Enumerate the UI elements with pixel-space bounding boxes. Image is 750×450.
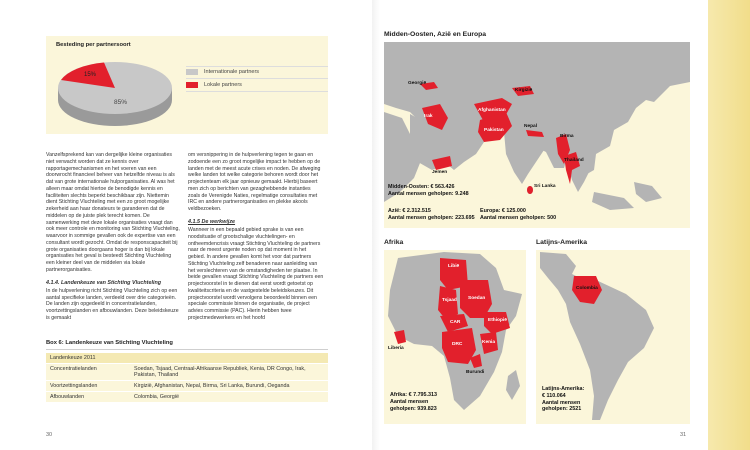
legend-swatch-red: [186, 82, 198, 88]
stat-people: Aantal mensen geholpen: 9.248: [388, 190, 469, 197]
map-label-yemen: Jemen: [432, 170, 448, 175]
map-label-iraq: Irak: [424, 114, 433, 119]
country-choice-box: [46, 340, 328, 403]
spending-chart-panel: [46, 36, 328, 134]
map-label-colombia: Colombia: [576, 286, 598, 291]
table-header: Landenkeuze 2011: [46, 353, 328, 364]
paragraph: Wanneer in een bepaald gebied sprake is van een noodsituatie of grootschalige vluchtelingen- en ontheemdencrisis vraagt Stichting Vluchteling de partners naar de meest urgente noden op dat moment in het gebied. In andere gevallen komt het voor dat partners Stichting Vluchteling zelf benaderen naar aanleiding van het verslechteren van de omstandigheden ter plaatse. In beide gevallen vraagt Stichting Vluchteling de partners een projectvoorstel in te dienen dat eerst wordt getoetst op kwaliteitscriteria en de vastgestelde beleidskeuzes. Dit projectvoorstel wordt vervolgens beoordeeld binnen een speciale commissie binnen de organisatie, de project advies commissie (PAC). Hierin hebben twee projectmedewerkers en het hoofd: [188, 227, 324, 321]
stat-amount: Azië: € 2.312.515: [388, 208, 431, 214]
map-label-burundi: Burundi: [466, 370, 485, 375]
map-label-sudan: Soedan: [468, 296, 486, 301]
table-row: [46, 381, 328, 392]
stat-amount: Afrika: € 7.795.313: [390, 392, 438, 398]
map-label-thailand: Thailand: [564, 158, 584, 163]
stat-people: Aantal mensen geholpen: 500: [480, 214, 557, 221]
page-number-left: 30: [46, 432, 53, 438]
stat-amount: Europa: € 125.000: [480, 208, 526, 214]
map-label-chad: Tsjaad: [442, 298, 457, 303]
stat-amount: Midden-Oosten: € 563.426: [388, 184, 455, 190]
legend-label: Internationale partners: [204, 69, 260, 75]
map-label-ethiopia: Ethiopië: [488, 318, 507, 323]
text-column-2: [188, 152, 324, 322]
map-middle-east-asia-europe: [384, 42, 690, 228]
map-title-middle-east: Midden-Oosten, Azië en Europa: [384, 31, 487, 38]
legend-divider: [186, 91, 328, 92]
pie-chart: [54, 54, 178, 132]
legend-swatch-grey: [186, 69, 198, 75]
text-column-1: [46, 152, 180, 322]
map-label-nepal: Nepal: [524, 124, 538, 129]
stat-europe: [480, 208, 556, 222]
map-title-africa: Afrika: [384, 239, 404, 246]
paragraph: In de hulpverlening richt Stichting Vluchteling zich op een aantal specifieke landen, verdeeld over drie categorieën. De landen zijn opgedeeld in concentratielanden, voortzettingslanden en afbouwlanden. Deze beleidskeuze is gemaakt: [46, 287, 179, 321]
country-sri-lanka: [527, 186, 533, 194]
table-cell-value: Soedan, Tsjaad, Centraal-Afrikaanse Republiek, Kenia, DR Congo, Irak, Pakistan, Thailand: [130, 364, 328, 381]
stat-region: Latijns-Amerika:: [542, 386, 585, 392]
stat-latin-america: [542, 386, 584, 413]
section-heading-415: 4.1.5 De werkwijze: [188, 219, 236, 226]
legend-label: Lokale partners: [204, 82, 242, 88]
map-label-sri-lanka: Sri Lanka: [534, 184, 556, 189]
landmass: [592, 192, 634, 210]
table-row: [46, 364, 328, 381]
table-cell-label: Afbouwlanden: [46, 392, 130, 403]
table-cell-label: Voortzettingslanden: [46, 381, 130, 392]
map-label-burma: Birma: [560, 134, 574, 139]
map-graphic: [384, 42, 690, 228]
paragraph: om versnippering in de hulpverlening tegen te gaan en zodoende een zo groot mogelijke impact te hebben op de landen met de meest acute crises en noden. De afweging welke landen tot welke categorie behoren wordt door het projectenteam elk jaar opnieuw gemaakt. Hierbij baseert men zich op berichten van gezaghebbende instanties zoals de Verenigde Naties, regelmatige consultaties met IRC en andere partnerorganisaties en plekke akools veldbezoeken.: [188, 152, 321, 212]
map-latin-america: [536, 250, 690, 424]
pie-label-15: 15%: [84, 72, 97, 78]
map-label-libya: Libië: [448, 264, 460, 269]
table-cell-label: Concentratielanden: [46, 364, 130, 381]
table-cell-value: Colombia, Georgië: [130, 392, 328, 403]
map-label-liberia: Liberia: [388, 346, 404, 351]
stat-middle-east: [388, 184, 469, 198]
stat-people-label: Aantal mensen: [542, 399, 581, 406]
table-header-row: [46, 353, 328, 364]
map-label-georgia: Georgië: [408, 81, 427, 86]
stat-people: geholpen: 2521: [542, 406, 582, 413]
map-label-afghanistan: Afghanistan: [478, 108, 506, 113]
table-row: [46, 392, 328, 403]
page-edge: [708, 0, 750, 450]
country-table: [46, 353, 328, 403]
stat-people: Aantal mensen geholpen: 223.695: [388, 214, 475, 221]
table-cell-value: Kirgizië, Afghanistan, Nepal, Birma, Sri Lanka, Burundi, Oeganda: [130, 381, 328, 392]
map-title-latin-america: Latijns-Amerika: [536, 239, 587, 246]
stat-asia: [388, 208, 475, 222]
landmass: [634, 182, 662, 202]
stat-africa: [390, 392, 437, 412]
stat-people: geholpen: 939.823: [390, 405, 437, 412]
country-liberia: [394, 330, 406, 344]
section-heading-414: 4.1.4. Landenkeuze van Stichting Vluchteling: [46, 280, 162, 286]
map-label-pakistan: Pakistan: [484, 128, 504, 133]
page-gutter: [372, 0, 380, 450]
stat-people-label: Aantal mensen: [390, 398, 429, 405]
map-label-kyrgyzstan: Kirgizië: [515, 88, 533, 93]
pie-label-85: 85%: [114, 99, 128, 106]
landmass: [506, 370, 520, 400]
map-africa: [384, 250, 526, 424]
paragraph: Vanzelfsprekend kan van dergelijke kleine organisaties niet verwacht worden dat ze kennis over rapportagemechanismen en het voeren van een doorwrocht financieel beheer van hetzelfde niveau is als dat van grote internationale hulporganisaties. Al was het alleen maar omdat hiertoe de benodigde kennis en faciliteiten slechts beperkt beschikbaar zijn. Niettemin dient Stichting Vluchteling met een zo groot mogelijke zekerheid aan haar donateurs te garanderen dat de middelen op de juiste plek terecht komen. De samenwerking met deze lokale organisaties vraagt dan ook meer controle en monitoring van Stichting Vluchteling, waarvoor in sommige gevallen ook de expertise van een consultant wordt gezocht. Omdat de responscapaciteit bij grote organisaties doorgaans hoger is dan bij lokale organisaties het geval is besteedt Stichting Vluchteling een kleiner deel van de middelen via lokale partnerorganisaties.: [46, 152, 180, 273]
stat-amount: € 110.064: [542, 392, 566, 399]
map-label-kenya: Kenia: [482, 340, 496, 345]
legend-divider: [186, 66, 328, 67]
map-label-drc: DRC: [452, 342, 463, 347]
legend-divider: [186, 78, 328, 79]
page-number-right: 31: [680, 432, 687, 438]
chart-title: Besteding per partnersoort: [56, 42, 131, 48]
map-label-car: CAR: [450, 320, 461, 325]
box-title: Box 6: Landenkeuze van Stichting Vluchteling: [46, 340, 328, 350]
